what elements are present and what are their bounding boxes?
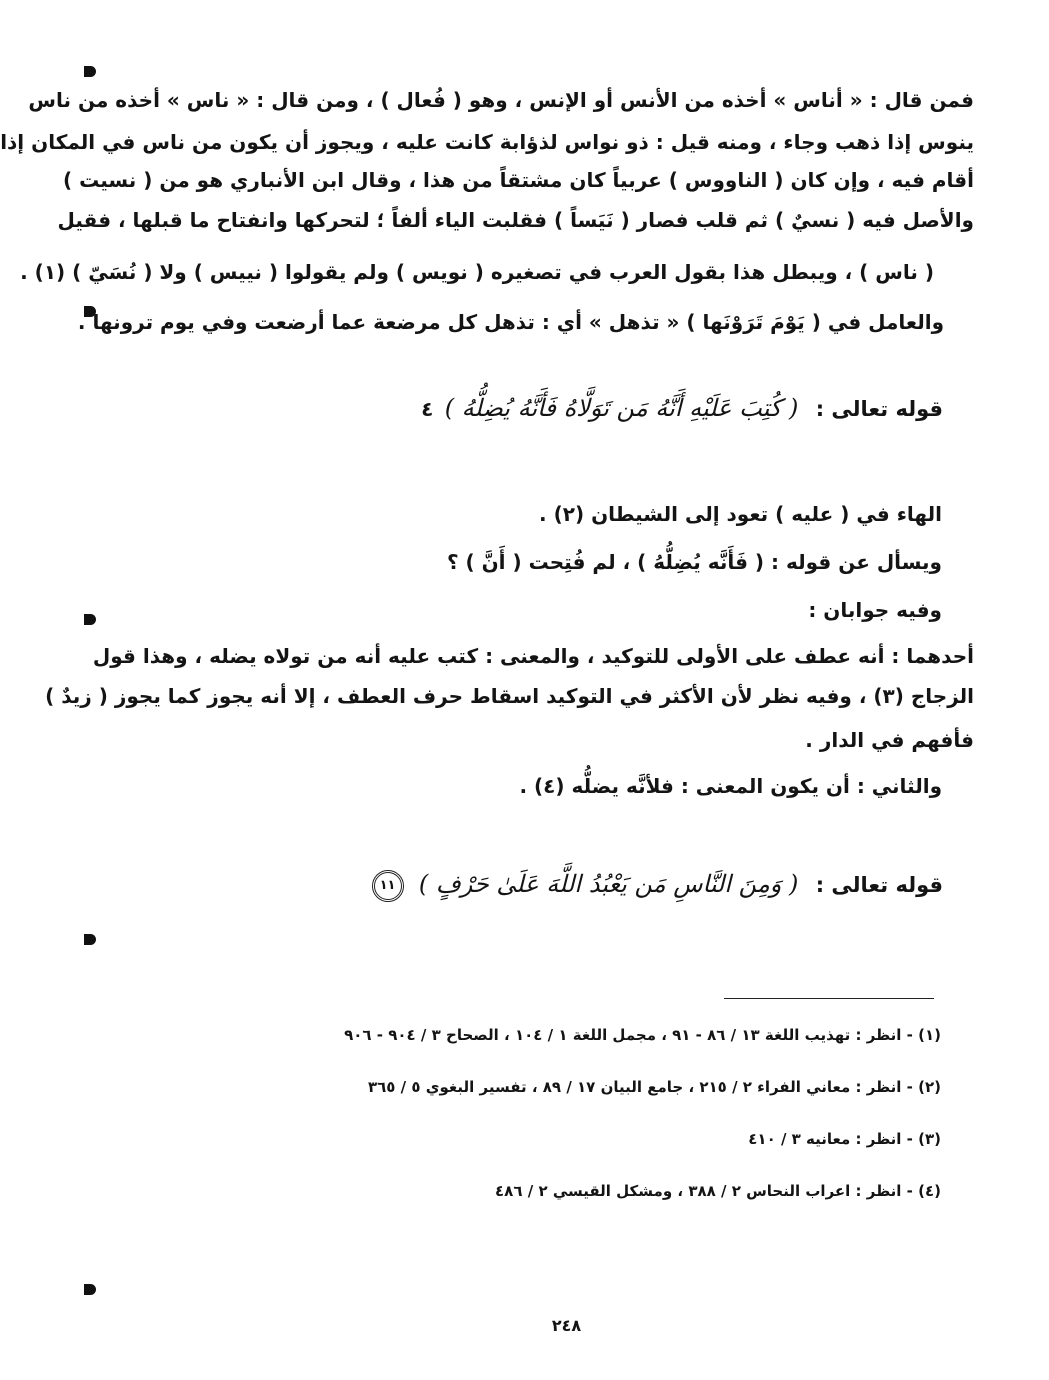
text-line: أقام فيه ، وإن كان ( الناووس ) عربياً كان مشتقاً من هذا ، وقال ابن الأنباري هو من ( نسيت ) xyxy=(62,168,974,192)
text-line: والثاني : أن يكون المعنى : فلأنَّه يضلُّه (٤) . xyxy=(519,774,942,798)
text-line: الزجاج (٣) ، وفيه نظر لأن الأكثر في التوكيد اسقاط حرف العطف ، إلا أنه يجوز كما يجوز ( زيدٌ ) xyxy=(45,684,974,708)
quran-verse-text: ( كُتِبَ عَلَيْهِ أَنَّهُ مَن تَوَلَّاهُ فَأَنَّهُ يُضِلُّهُ ) xyxy=(444,394,799,422)
ayah-number-medallion: ١١ xyxy=(372,870,404,902)
paragraph-one-last-line xyxy=(20,256,946,289)
text-line: والعامل في ( يَوْمَ تَرَوْنَها ) « تذهل » أي : تذهل كل مرضعة عما أرضعت وفي يوم ترونها . xyxy=(77,310,944,334)
ayah-number: ٤ xyxy=(421,397,434,421)
text-line: الهاء في ( عليه ) تعود إلى الشيطان (٢) . xyxy=(539,502,942,526)
quran-verse-text: ( وَمِنَ النَّاسِ مَن يَعْبُدُ اللَّهَ عَلَىٰ حَرْفٍ ) xyxy=(418,870,799,898)
verse-heading-lead: قوله تعالى : xyxy=(815,873,943,897)
footnote-item: (٤) - انظر : اعراب النحاس ٢ / ٣٨٨ ، ومشكل القيسي ٢ / ٤٨٦ xyxy=(495,1182,941,1200)
text-line: فمن قال : « أناس » أخذه من الأنس أو الإنس ، وهو ( فُعال ) ، ومن قال : « ناس » أخذه من ناس xyxy=(28,88,974,112)
footnote-item: (٢) - انظر : معاني الفراء ٢ / ٢١٥ ، جامع البيان ١٧ / ٨٩ ، تفسير البغوي ٥ / ٣٦٥ xyxy=(367,1078,941,1096)
paragraph-one xyxy=(0,84,974,254)
binder-hole-mark xyxy=(84,614,96,625)
footnote-item: (٣) - انظر : معانيه ٣ / ٤١٠ xyxy=(748,1130,941,1148)
verse-heading-lead: قوله تعالى : xyxy=(815,397,943,421)
text-line: ويسأل عن قوله : ( فَأَنَّه يُضِلُّهُ ) ، لم فُتِحت ( أَنَّ ) ؟ xyxy=(446,550,942,574)
binder-hole-mark xyxy=(84,1284,96,1295)
binder-hole-mark xyxy=(84,934,96,945)
binder-hole-mark xyxy=(84,66,96,77)
text-line: ( ناس ) ، ويبطل هذا بقول العرب في تصغيره ( نويس ) ولم يقولوا ( نييس ) ولا ( نُسَيّ ) (١) . xyxy=(20,260,934,284)
text-line: وفيه جوابان : xyxy=(808,598,942,622)
verse-heading-one xyxy=(421,394,943,422)
footnote-item: (١) - انظر : تهذيب اللغة ١٣ / ٨٦ - ٩١ ، مجمل اللغة ١ / ١٠٤ ، الصحاح ٣ / ٩٠٤ - ٩٠٦ xyxy=(344,1026,941,1044)
text-line: والأصل فيه ( نسيٌ ) ثم قلب فصار ( نَيَساً ) فقلبت الياء ألفاً ؛ لتحركها وانفتاح ما قبلها ، فقيل xyxy=(57,208,974,232)
footnote-separator xyxy=(724,998,934,999)
text-line: فأفهم في الدار . xyxy=(805,728,974,752)
paragraph-two xyxy=(77,306,974,339)
verse-heading-two xyxy=(372,870,943,902)
text-line: ينوس إذا ذهب وجاء ، ومنه قيل : ذو نواس لذؤابة كانت عليه ، ويجوز أن يكون من ناس في المكان إذا xyxy=(0,130,974,154)
section-one xyxy=(45,498,974,798)
footnotes xyxy=(181,1026,941,1216)
text-line: أحدهما : أنه عطف على الأولى للتوكيد ، والمعنى : كتب عليه أنه من تولاه يضله ، وهذا قول xyxy=(92,644,974,668)
page-number: ٢٤٨ xyxy=(551,1316,582,1335)
